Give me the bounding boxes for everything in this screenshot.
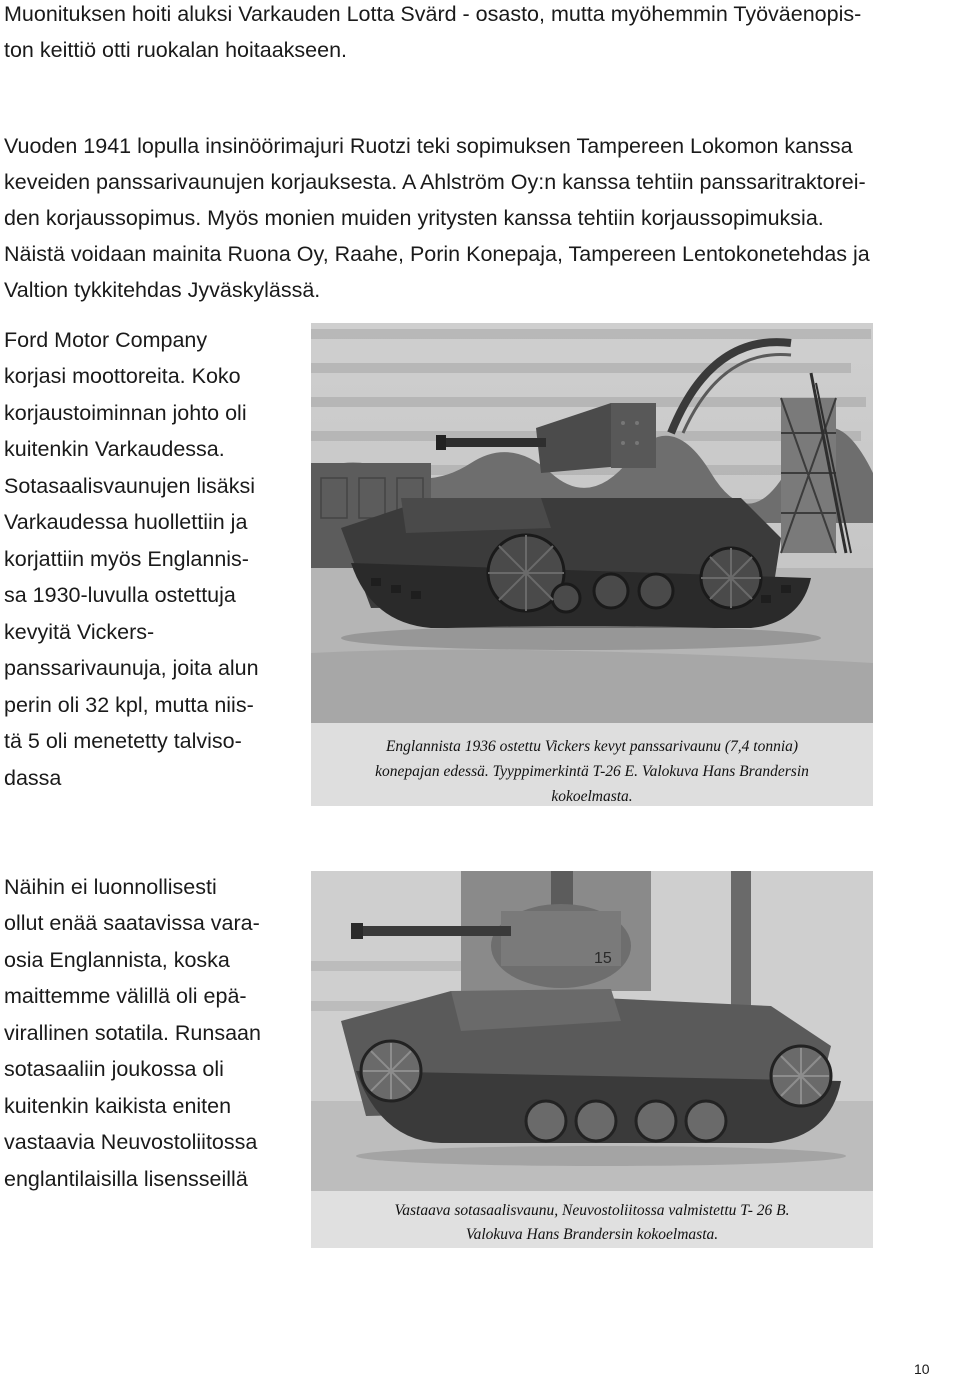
paragraph-3-line-8: sa 1930-luvulla ostettuja: [4, 583, 236, 607]
paragraph-3-line-9: kevyitä Vickers-: [4, 620, 155, 644]
paragraph-4-line-2: ollut enää saatavissa vara-: [4, 911, 260, 935]
paragraph-2-line-4: Näistä voidaan mainita Ruona Oy, Raahe, Porin Konepaja, Tampereen Lentokonetehdas ja: [4, 242, 870, 266]
paragraph-1-line-2: ton keittiö otti ruokalan hoitaakseen.: [4, 38, 348, 62]
paragraph-3-line-3: korjaustoiminnan johto oli: [4, 401, 247, 425]
paragraph-3-line-1: Ford Motor Company: [4, 328, 208, 352]
paragraph-4-line-4: maittemme välillä oli epä-: [4, 984, 247, 1008]
photo-1-caption-line-2: konepajan edessä. Tyyppimerkintä T-26 E. Valokuva Hans Brandersin: [375, 763, 809, 780]
photo-2-caption-line-1: Vastaava sotasaalisvaunu, Neuvostoliitossa valmistettu T- 26 B.: [394, 1202, 790, 1219]
photo-vickers-tank-image: [311, 323, 873, 806]
paragraph-4-line-6: sotasaaliin joukossa oli: [4, 1057, 224, 1081]
paragraph-3-line-6: Varkaudessa huollettiin ja: [4, 510, 248, 534]
paragraph-2-line-5: Valtion tykkitehdas Jyväskylässä.: [4, 278, 321, 302]
paragraph-3-line-11: perin oli 32 kpl, mutta niis-: [4, 693, 254, 717]
paragraph-1-line-1: Muonituksen hoiti aluksi Varkauden Lotta Svärd - osasto, mutta myöhemmin Työväenopis-: [4, 2, 862, 26]
photo-t26b-tank-image: [311, 871, 873, 1248]
paragraph-3-line-12: tä 5 oli menetetty talviso-: [4, 729, 242, 753]
photo-1-caption-line-3: kokoelmasta.: [551, 788, 633, 805]
hull-number: 15: [594, 950, 612, 967]
paragraph-3-line-5: Sotasaalisvaunujen lisäksi: [4, 474, 255, 498]
paragraph-2-line-3: den korjaussopimus. Myös monien muiden yritysten kanssa tehtiin korjaussopimuksia.: [4, 206, 824, 230]
paragraph-4-line-7: kuitenkin kaikista eniten: [4, 1094, 232, 1118]
paragraph-3-line-7: korjattiin myös Englannis-: [4, 547, 249, 571]
paragraph-3-line-10: panssarivaunuja, joita alun: [4, 656, 259, 680]
photo-t26b-tank: [311, 871, 873, 1248]
paragraph-4-line-8: vastaavia Neuvostoliitossa: [4, 1130, 258, 1154]
paragraph-2-line-2: keveiden panssarivaunujen korjauksesta. A Ahlström Oy:n kanssa tehtiin panssaritraktorei-: [4, 170, 866, 194]
photo-1-caption-line-1: Englannista 1936 ostettu Vickers kevyt panssarivaunu (7,4 tonnia): [385, 738, 799, 755]
paragraph-4-line-5: virallinen sotatila. Runsaan: [4, 1021, 261, 1045]
paragraph-4-line-9: englantilaisilla lisensseillä: [4, 1167, 248, 1191]
paragraph-4-line-3: osia Englannista, koska: [4, 948, 230, 972]
paragraph-3-line-2: korjasi moottoreita. Koko: [4, 364, 241, 388]
paragraph-3-line-4: kuitenkin Varkaudessa.: [4, 437, 225, 461]
paragraph-3-line-13: dassa: [4, 766, 62, 790]
photo-vickers-tank: [311, 323, 873, 806]
photo-2-caption-line-2: Valokuva Hans Brandersin kokoelmasta.: [465, 1226, 719, 1243]
paragraph-4-line-1: Näihin ei luonnollisesti: [4, 875, 217, 899]
page-number: 10: [914, 1361, 930, 1377]
paragraph-2-line-1: Vuoden 1941 lopulla insinöörimajuri Ruotzi teki sopimuksen Tampereen Lokomon kanssa: [4, 134, 853, 158]
